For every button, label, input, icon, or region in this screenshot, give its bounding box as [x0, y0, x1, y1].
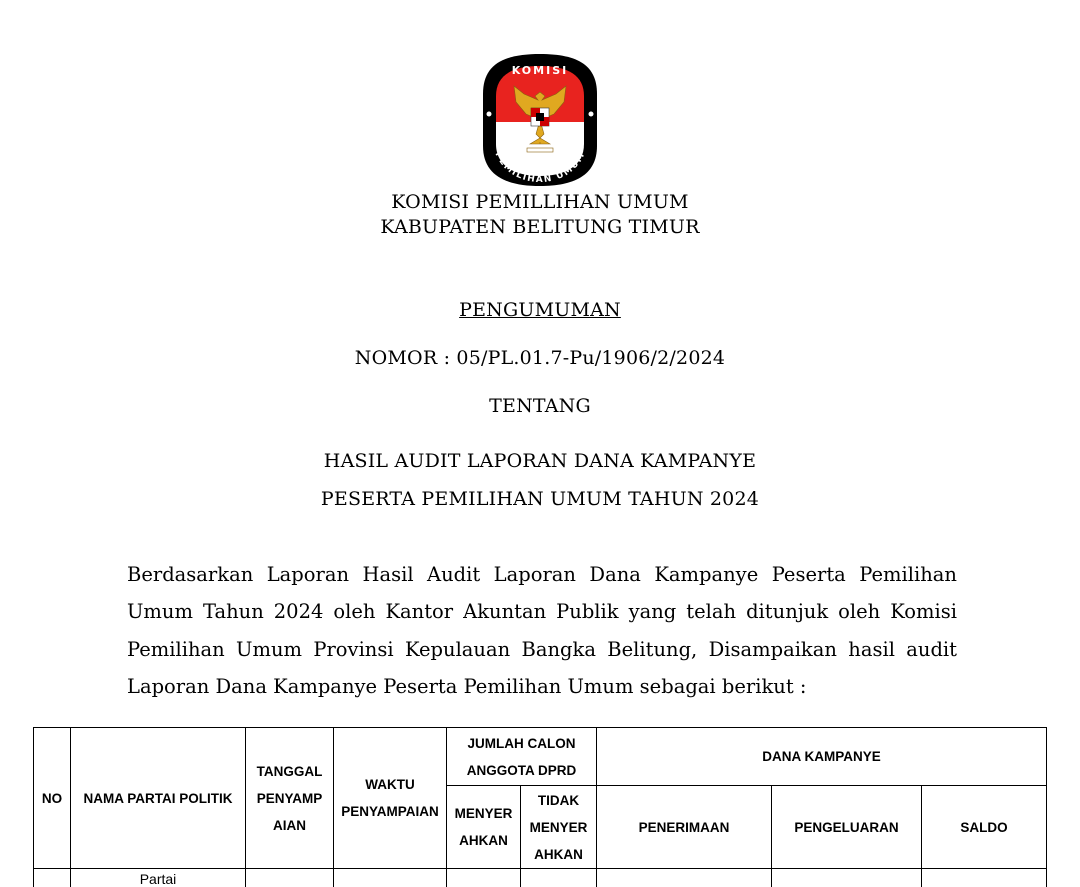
subject-line-2: PESERTA PEMILIHAN UMUM TAHUN 2024	[320, 488, 760, 510]
document-title: PENGUMUMAN	[459, 299, 621, 321]
header-pengeluaran: PENGELUARAN	[772, 786, 922, 869]
logo-top-text: KOMISI	[511, 64, 569, 77]
institution-name: KOMISI PEMILLIHAN UMUM	[391, 191, 689, 213]
logo-bottom-text: PEMILIHAN UMUM	[492, 150, 588, 185]
header-waktu: WAKTU PENYAMPAIAN	[334, 728, 447, 869]
paragraph-line: Berdasarkan Laporan Hasil Audit Laporan Dana Kampanye Peserta Pemilihan	[127, 563, 957, 586]
document-number: NOMOR : 05/PL.01.7-Pu/1906/2/2024	[354, 347, 726, 369]
header-no: NO	[34, 728, 71, 869]
paragraph-line: Pemilihan Umum Provinsi Kepulauan Bangka Belitung, Disampaikan hasil audit	[127, 637, 957, 661]
table-row	[34, 869, 1047, 887]
header-penerimaan: PENERIMAAN	[597, 786, 772, 869]
header-tanggal: TANGGAL PENYAMP AIAN	[246, 728, 334, 869]
institution-region: KABUPATEN BELITUNG TIMUR	[380, 216, 700, 238]
subject-line-1: HASIL AUDIT LAPORAN DANA KAMPANYE	[323, 450, 757, 472]
header-dana-kampanye: DANA KAMPANYE	[597, 728, 1047, 786]
header-saldo: SALDO	[922, 786, 1047, 869]
intro-paragraph	[127, 556, 957, 705]
audit-results-table	[33, 727, 1047, 887]
tentang-label: TENTANG	[489, 395, 591, 417]
header-tidak-menyerahkan: TIDAK MENYER AHKAN	[521, 786, 597, 869]
paragraph-line: Umum Tahun 2024 oleh Kantor Akuntan Publik yang telah ditunjuk oleh Komisi	[127, 600, 957, 624]
party-name-cell: Partai	[71, 869, 246, 887]
header-jumlah-calon: JUMLAH CALON ANGGOTA DPRD	[447, 728, 597, 786]
kpu-logo	[481, 52, 599, 188]
header-menyerahkan: MENYER AHKAN	[447, 786, 521, 869]
paragraph-line: Laporan Dana Kampanye Peserta Pemilihan Umum sebagai berikut :	[127, 674, 807, 698]
header-nama-partai: NAMA PARTAI POLITIK	[71, 728, 246, 869]
